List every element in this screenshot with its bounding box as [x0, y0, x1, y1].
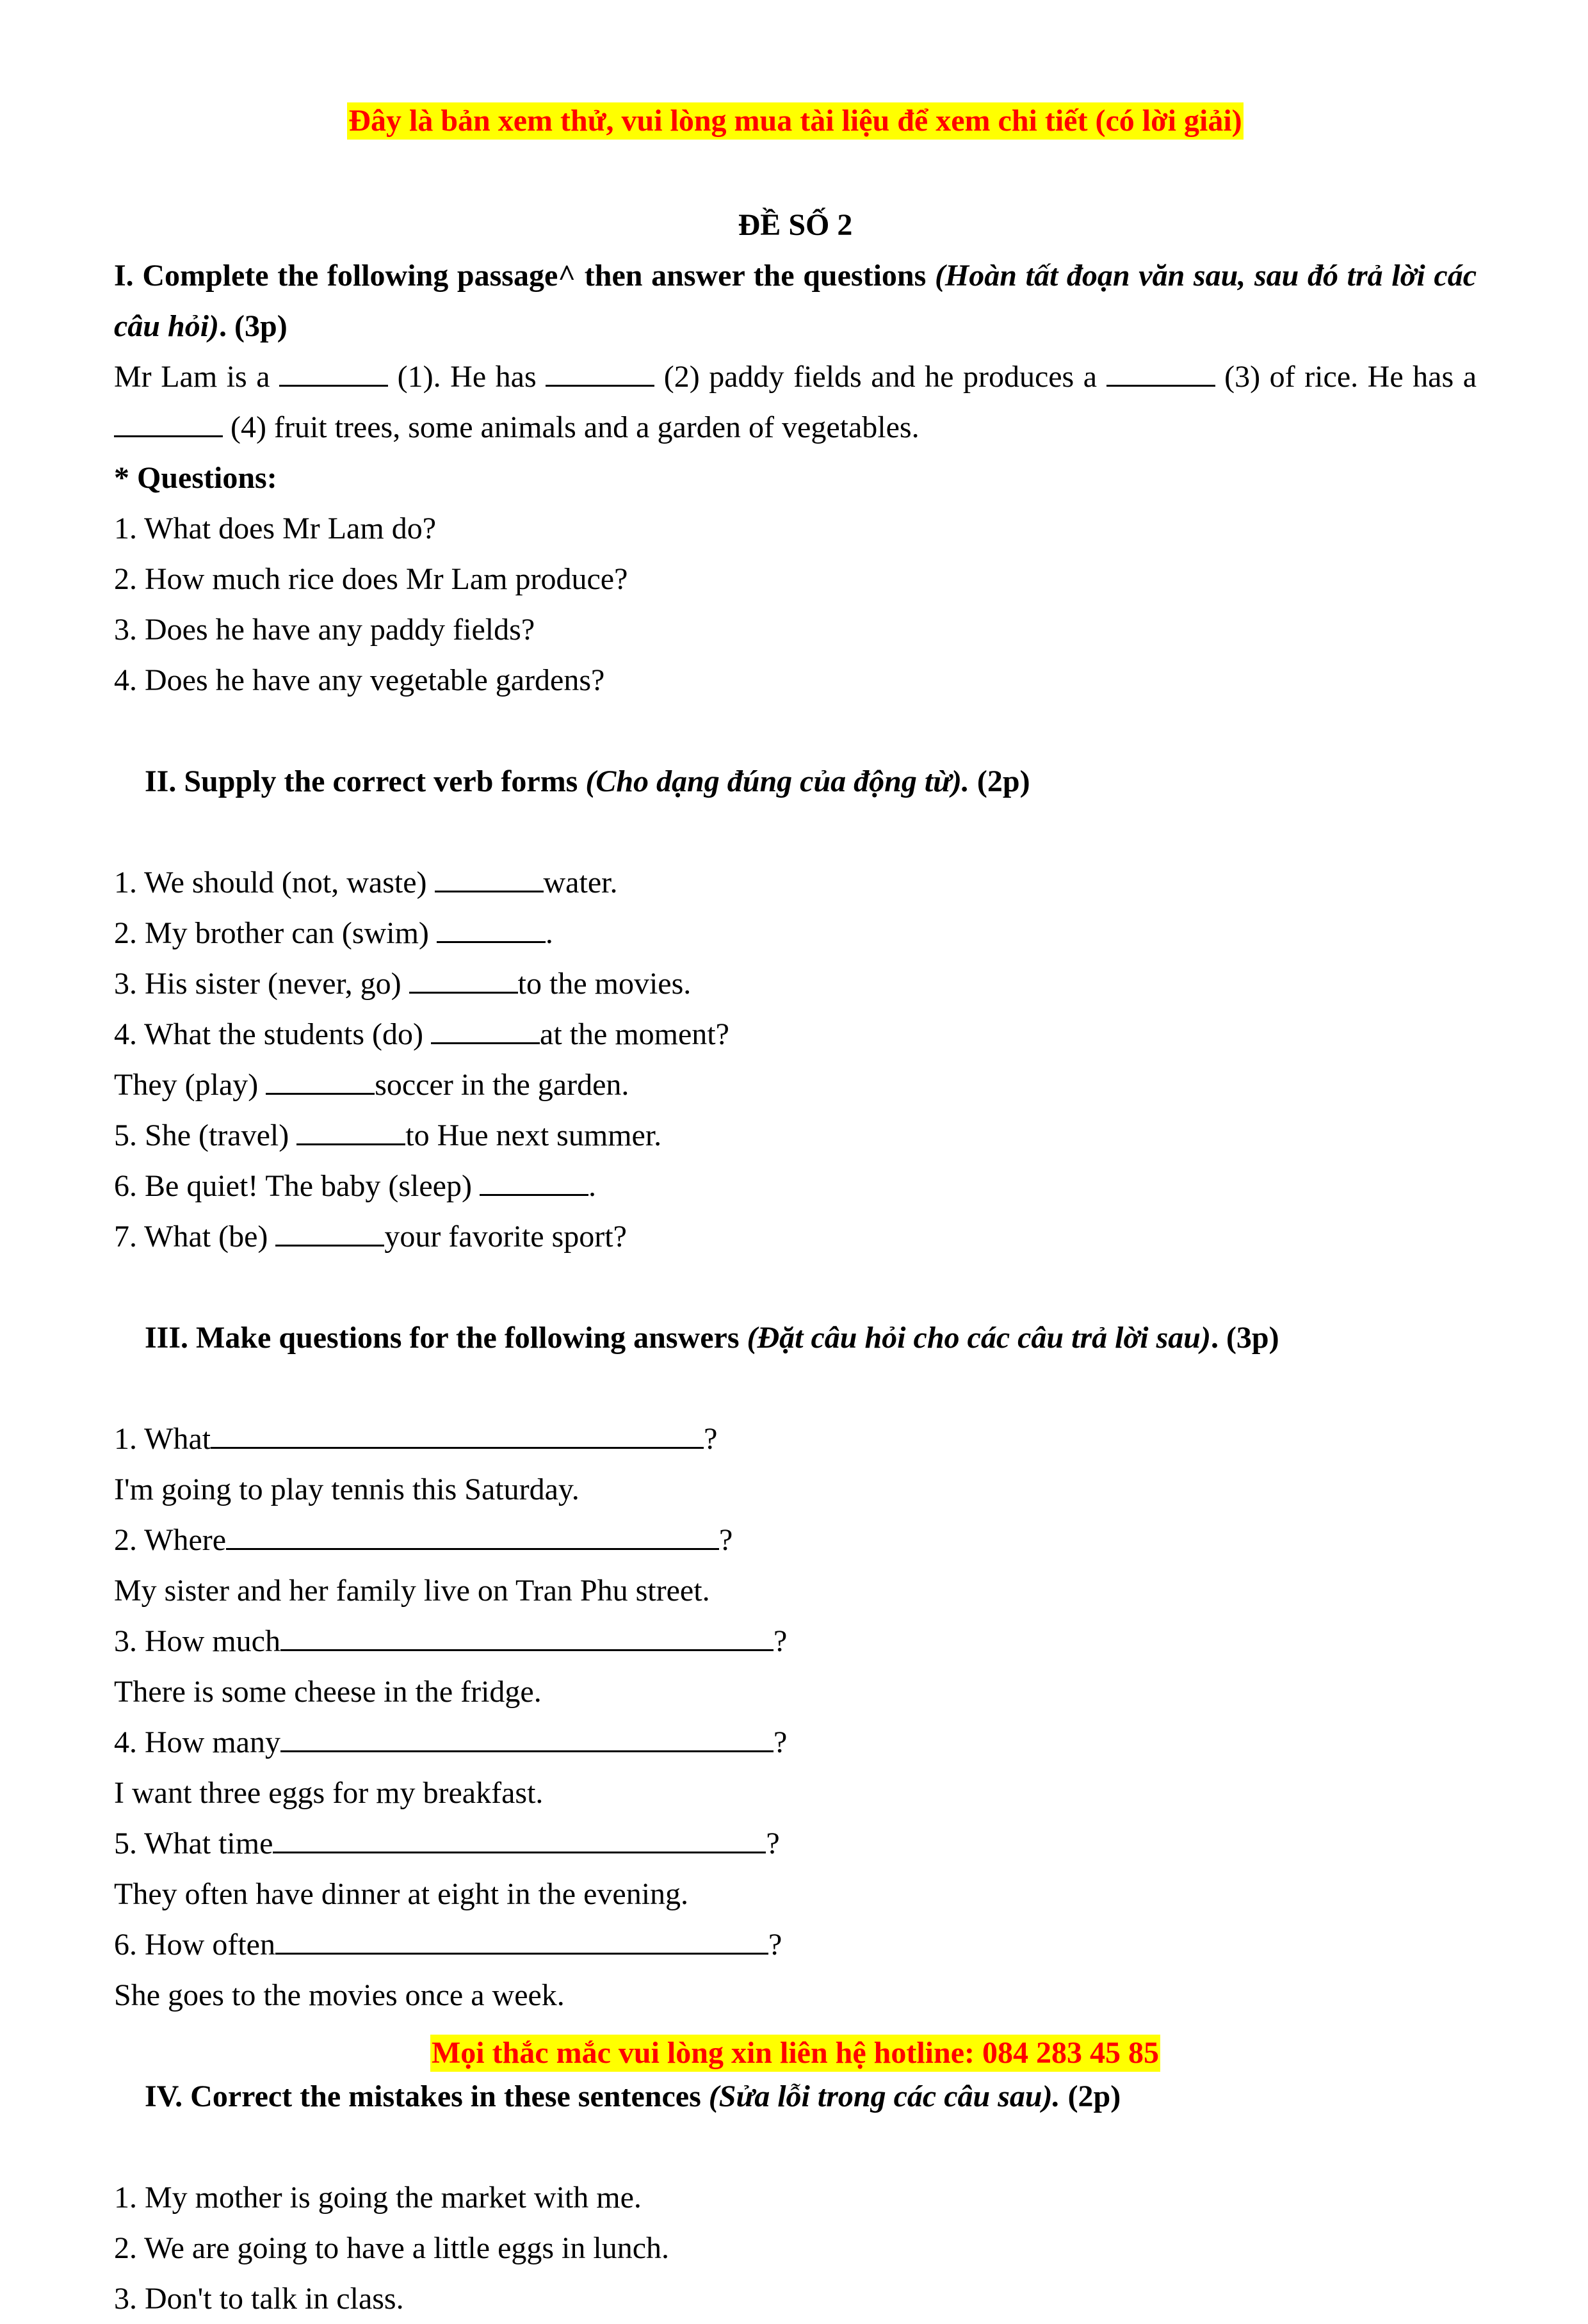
question-blank[interactable]	[273, 1827, 766, 1853]
question-item: 4. Does he have any vegetable gardens?	[114, 663, 605, 697]
verb-item-prompt: 6. Be quiet! The baby (sleep)	[114, 1169, 480, 1203]
passage-blank-1[interactable]	[279, 360, 388, 387]
preview-banner-text: Đây là bản xem thử, vui lòng mua tài liệu để xem chi tiết (có lời giải)	[347, 102, 1243, 140]
section-3-heading-vi: (Đặt câu hỏi cho các câu trả lời sau)	[747, 1321, 1211, 1355]
given-answer: I want three eggs for my breakfast.	[114, 1776, 544, 1810]
section-4-heading-vi: (Sửa lỗi trong các câu sau).	[708, 2079, 1060, 2113]
verb-item-rest: your favorite sport?	[384, 1220, 627, 1254]
passage-text: (3) of rice. He has a	[1215, 360, 1477, 394]
verb-blank[interactable]	[435, 866, 544, 892]
question-prompt	[114, 1818, 1477, 1869]
section-3-heading	[114, 1262, 1477, 1414]
verb-blank[interactable]	[480, 1170, 588, 1196]
mistake-sentence: 2. We are going to have a little eggs in lunch.	[114, 2231, 670, 2265]
verb-item	[114, 1060, 1477, 1110]
verb-item-prompt: 7. What (be)	[114, 1220, 276, 1254]
verb-item-prompt: 5. She (travel)	[114, 1118, 297, 1152]
passage-text: (2) paddy fields and he produces a	[654, 360, 1106, 394]
question-mark: ?	[773, 1624, 788, 1658]
given-answer: There is some cheese in the fridge.	[114, 1675, 542, 1709]
question-word: 3. How much	[114, 1624, 280, 1658]
section-3-heading-text: III. Make questions for the following answers	[145, 1321, 747, 1355]
question-prompt	[114, 1414, 1477, 1464]
question-prompt	[114, 1717, 1477, 1768]
document-page	[114, 0, 1477, 2324]
verb-item-prompt: 4. What the students (do)	[114, 1017, 432, 1051]
question-blank[interactable]	[211, 1423, 704, 1449]
verb-item	[114, 1009, 1477, 1060]
question-item: 3. Does he have any paddy fields?	[114, 613, 535, 647]
verb-item-rest: to Hue next summer.	[405, 1118, 662, 1152]
section-1-heading	[114, 250, 1477, 351]
given-answer: She goes to the movies once a week.	[114, 1978, 565, 2012]
questions-label: * Questions:	[114, 461, 277, 495]
verb-item-rest: to the movies.	[517, 967, 692, 1001]
verb-item	[114, 1161, 1477, 1211]
verb-item-rest: at the moment?	[540, 1017, 729, 1051]
verb-blank[interactable]	[275, 1220, 384, 1247]
question-mark: ?	[768, 1928, 782, 1962]
section-4-heading-text: IV. Correct the mistakes in these sentences	[145, 2079, 709, 2113]
question-word: 6. How often	[114, 1928, 275, 1962]
passage-text: (4) fruit trees, some animals and a garden of vegetables.	[223, 410, 920, 444]
verb-item-prompt: 3. His sister (never, go)	[114, 967, 409, 1001]
verb-blank[interactable]	[296, 1119, 405, 1145]
section-2-heading-text: II. Supply the correct verb forms	[145, 764, 586, 798]
preview-notice	[114, 102, 1477, 140]
verb-item	[114, 908, 1477, 958]
section-3-points: . (3p)	[1210, 1321, 1279, 1355]
question-mark: ?	[773, 1725, 788, 1759]
section-1-points: . (3p)	[219, 309, 288, 343]
question-blank[interactable]	[226, 1524, 719, 1550]
verb-item	[114, 958, 1477, 1009]
question-blank[interactable]	[275, 1928, 768, 1955]
passage-text: (1). He has	[388, 360, 546, 394]
section-1-passage	[114, 351, 1477, 453]
verb-item	[114, 857, 1477, 908]
verb-blank[interactable]	[266, 1069, 375, 1095]
question-word: 1. What	[114, 1422, 211, 1456]
passage-blank-4[interactable]	[114, 411, 223, 437]
question-item: 1. What does Mr Lam do?	[114, 512, 436, 545]
exam-title: ĐỀ SỐ 2	[738, 208, 853, 242]
mistake-sentence: 1. My mother is going the market with me.	[114, 2181, 642, 2215]
verb-item	[114, 1110, 1477, 1161]
section-2-heading	[114, 706, 1477, 857]
passage-text: Mr Lam is a	[114, 360, 280, 394]
hotline-notice	[114, 2035, 1477, 2072]
verb-blank[interactable]	[431, 1018, 540, 1044]
section-2-points: (2p)	[969, 764, 1030, 798]
question-prompt	[114, 1919, 1477, 1970]
verb-item-rest: .	[545, 916, 553, 950]
question-word: 5. What time	[114, 1827, 273, 1860]
given-answer: My sister and her family live on Tran Phu street.	[114, 1574, 710, 1608]
question-mark: ?	[704, 1422, 718, 1456]
mistake-sentence: 3. Don't to talk in class.	[114, 2282, 404, 2316]
given-answer: They often have dinner at eight in the evening.	[114, 1877, 689, 1911]
question-prompt	[114, 1616, 1477, 1666]
question-word: 4. How many	[114, 1725, 280, 1759]
question-blank[interactable]	[280, 1726, 774, 1752]
question-prompt	[114, 1515, 1477, 1565]
question-item: 2. How much rice does Mr Lam produce?	[114, 562, 628, 596]
verb-item-prompt: They (play)	[114, 1068, 266, 1102]
section-4-points: (2p)	[1060, 2079, 1121, 2113]
verb-blank[interactable]	[437, 917, 546, 943]
question-word: 2. Where	[114, 1523, 227, 1557]
section-1-heading-text: I. Complete the following passage^ then answer the questions	[114, 259, 935, 293]
passage-blank-2[interactable]	[546, 360, 654, 387]
given-answer: I'm going to play tennis this Saturday.	[114, 1473, 579, 1506]
verb-item-prompt: 2. My brother can (swim)	[114, 916, 437, 950]
verb-item-rest: soccer in the garden.	[375, 1068, 629, 1102]
verb-item-rest: .	[588, 1169, 596, 1203]
section-2-heading-vi: (Cho dạng đúng của động từ).	[585, 764, 969, 798]
section-1-heading-vi: (Hoàn tất đoạn văn sau, sau đó trả lời các câu hỏi)	[114, 259, 1477, 343]
hotline-banner-text: Mọi thắc mắc vui lòng xin liên hệ hotline: 084 283 45 85	[430, 2035, 1160, 2072]
verb-item	[114, 1211, 1477, 1262]
verb-item-rest: water.	[543, 866, 618, 900]
question-mark: ?	[766, 1827, 780, 1860]
question-mark: ?	[719, 1523, 733, 1557]
verb-blank[interactable]	[409, 967, 518, 994]
question-blank[interactable]	[280, 1625, 774, 1651]
verb-item-prompt: 1. We should (not, waste)	[114, 866, 435, 900]
passage-blank-3[interactable]	[1106, 360, 1215, 387]
